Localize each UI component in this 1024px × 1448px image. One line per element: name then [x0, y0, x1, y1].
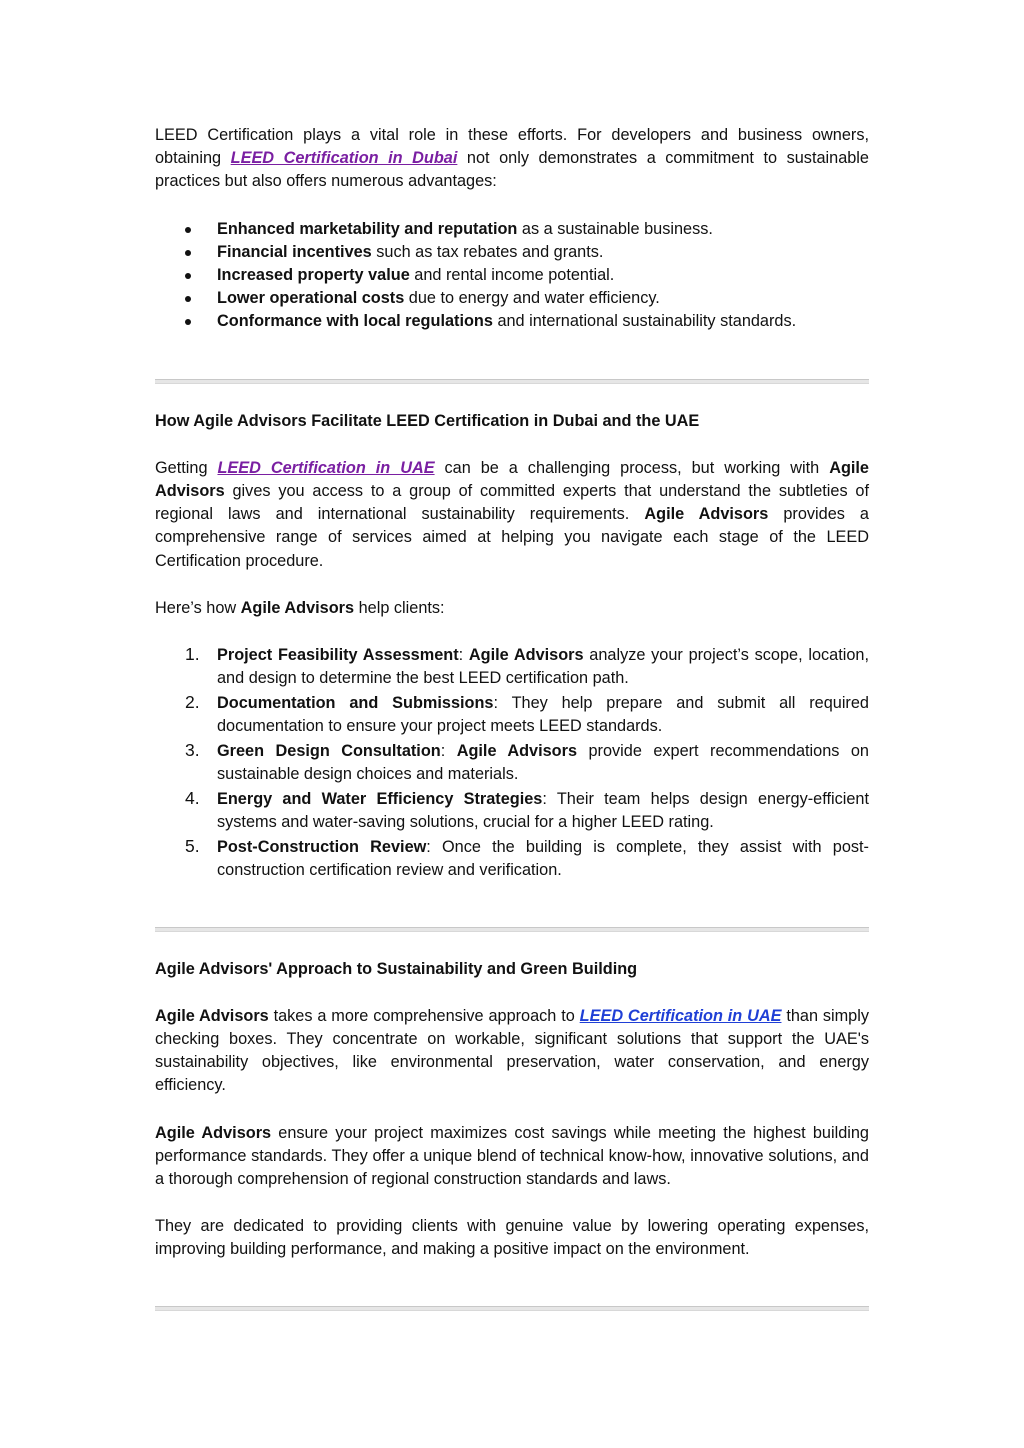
benefit-title: Increased property value: [217, 266, 410, 285]
step-text: Their team helps design energy-efficient systems and water-saving solutions, crucial for a higher LEED rating.: [217, 789, 869, 831]
benefit-title: Lower operational costs: [217, 289, 405, 308]
step-number: 1.: [185, 644, 200, 665]
benefit-title: Financial incentives: [217, 242, 372, 261]
section-heading-approach: Agile Advisors' Approach to Sustainability and Green Building: [155, 959, 638, 978]
benefit-text: such as tax rebates and grants.: [371, 242, 604, 261]
benefit-text: as a sustainable business.: [517, 219, 713, 238]
text-span: can be a challenging process, but working with: [434, 458, 830, 477]
intro-text-2: not only demonstrates a commitment to sustainable practices but also offers numerous advantages:: [155, 149, 869, 191]
leed-uae-link[interactable]: LEED Certification in UAE: [217, 458, 435, 477]
step-title: Post-Construction Review: [217, 837, 427, 856]
text-span: :: [458, 646, 469, 665]
agile-advisors-bold: Agile Advisors: [155, 1123, 272, 1142]
step-number: 2.: [185, 691, 200, 712]
list-item: [155, 310, 869, 333]
how-paragraph-2: [155, 597, 869, 620]
step-text: Once the building is complete, they assist with post-construction certification review and verification.: [217, 837, 869, 879]
benefit-title: Enhanced marketability and reputation: [217, 219, 518, 238]
text-span: provides a comprehensive range of services aimed at helping you navigate each stage of the LEED Certification procedure.: [155, 505, 869, 570]
approach-paragraph-3: They are dedicated to providing clients with genuine value by lowering operating expenses, improving building performance, and making a positive impact on the environment.: [155, 1217, 869, 1259]
text-span: :: [493, 693, 512, 712]
bullet-icon: [185, 319, 191, 325]
list-item: [155, 644, 869, 690]
approach-paragraph-2: [155, 1122, 869, 1192]
step-title: Documentation and Submissions: [217, 693, 494, 712]
text-span: gives you access to a group of committed experts that understand the subtleties of regional laws and international sustainability requirements.: [155, 482, 869, 524]
agile-advisors-bold: Agile Advisors: [155, 1006, 269, 1025]
agile-advisors-bold: Agile Advisors: [644, 505, 769, 524]
leed-dubai-link[interactable]: LEED Certification in Dubai: [230, 149, 458, 168]
step-number: 3.: [185, 739, 200, 760]
benefit-title: Conformance with local regulations: [217, 312, 493, 331]
step-number: 4.: [185, 787, 200, 808]
list-item: [155, 264, 869, 287]
list-item: [155, 241, 869, 264]
bullet-icon: [185, 250, 191, 256]
agile-advisors-bold: Agile Advisors: [456, 741, 578, 760]
bullet-icon: [185, 296, 191, 302]
text-span: Here’s how: [155, 598, 241, 617]
step-text: They help prepare and submit all required documentation to ensure your project meets LEED standards.: [217, 693, 869, 736]
benefit-text: and international sustainability standards.: [492, 312, 797, 331]
how-paragraph-1: [155, 457, 869, 573]
step-text: provide expert recommendations on sustainable design choices and materials.: [217, 741, 869, 784]
step-title: Green Design Consultation: [217, 741, 441, 760]
leed-uae-link-2[interactable]: LEED Certification in UAE: [579, 1006, 782, 1025]
benefits-list: [155, 218, 869, 334]
step-title: Energy and Water Efficiency Strategies: [217, 789, 543, 808]
text-span: takes a more comprehensive approach to: [268, 1006, 580, 1025]
benefit-text: and rental income potential.: [409, 266, 615, 285]
list-item: [155, 287, 869, 310]
agile-advisors-bold: Agile Advisors: [155, 458, 869, 501]
step-title: Project Feasibility Assessment: [217, 646, 459, 665]
list-item: [155, 692, 869, 738]
list-item: [155, 836, 869, 882]
list-item: [155, 218, 869, 241]
text-span: Getting: [155, 458, 218, 477]
text-span: than simply checking boxes. They concentrate on workable, significant solutions that support the UAE's sustainability objectives, like environmental preservation, water conservation, and energy efficiency.: [155, 1006, 869, 1095]
list-item: [155, 788, 869, 834]
step-number: 5.: [185, 835, 200, 856]
list-item: [155, 740, 869, 786]
approach-paragraph-1: [155, 1005, 869, 1098]
horizontal-divider: [155, 1306, 869, 1311]
text-span: :: [426, 837, 442, 856]
agile-advisors-bold: Agile Advisors: [240, 598, 355, 617]
intro-paragraph: [155, 124, 869, 194]
steps-list: [155, 644, 869, 882]
text-span: help clients:: [354, 598, 445, 617]
section-heading-how: How Agile Advisors Facilitate LEED Certification in Dubai and the UAE: [155, 411, 700, 430]
bullet-icon: [185, 273, 191, 279]
step-text: analyze your project’s scope, location, and design to determine the best LEED certification path.: [217, 646, 869, 688]
intro-text-1: LEED Certification plays a vital role in these efforts. For developers and business owners, obtaining: [155, 126, 869, 168]
bullet-icon: [185, 227, 191, 233]
text-span: :: [542, 789, 557, 808]
text-span: ensure your project maximizes cost savings while meeting the highest building performance standards. They offer a unique blend of technical know-how, innovative solutions, and a thorough comprehension of regional construction standards and laws.: [155, 1123, 869, 1188]
document-body: [155, 124, 869, 1311]
agile-advisors-bold: Agile Advisors: [468, 646, 584, 665]
text-span: :: [440, 741, 457, 760]
benefit-text: due to energy and water efficiency.: [404, 289, 660, 308]
